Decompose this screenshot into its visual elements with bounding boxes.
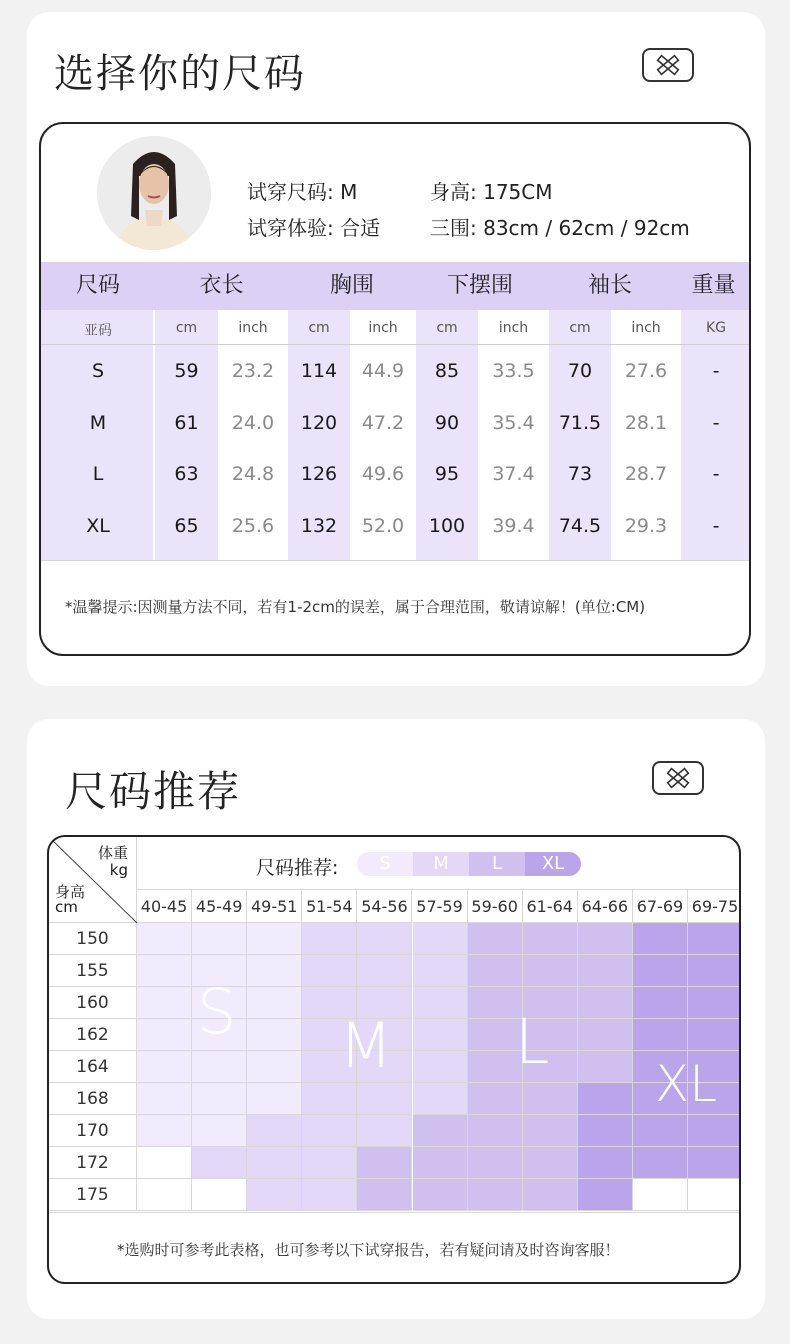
header-sleeve: 袖长 — [587, 273, 632, 298]
size-grid-cell — [468, 1147, 523, 1179]
size-table-frame — [39, 122, 751, 656]
ruler-pencil-icon[interactable] — [652, 761, 704, 795]
corner-header-cell — [49, 837, 137, 923]
size-table-cell: 85 — [434, 360, 460, 382]
size-grid-cell — [247, 1147, 302, 1179]
size-grid-cell — [523, 1083, 578, 1115]
size-grid-cell — [688, 923, 741, 955]
try-experience-text: 试穿体验: 合适 — [247, 216, 381, 240]
size-note: *温馨提示:因测量方法不同，若有1-2cm的误差，属于合理范围，敬请谅解！(单位:CM) — [65, 598, 646, 616]
size-grid-cell — [192, 923, 247, 955]
size-table-cell: 49.6 — [361, 463, 405, 485]
size-grid-cell — [302, 1179, 357, 1211]
weight-axis-label: 体重 — [97, 844, 128, 862]
size-row-label: XL — [86, 514, 110, 537]
size-grid-cell — [413, 1019, 468, 1051]
sub-header-cell: 亚码 — [84, 323, 112, 339]
ruler-pencil-icon[interactable] — [642, 48, 694, 82]
sub-header-divider — [41, 344, 751, 345]
header-length: 衣长 — [199, 273, 244, 298]
sub-header-cell: cm — [308, 320, 330, 336]
size-grid-cell — [137, 1179, 192, 1211]
size-table-cell: 29.3 — [624, 514, 668, 537]
size-grid-cell — [633, 923, 688, 955]
size-table-cell: 27.6 — [624, 360, 668, 382]
size-grid-cell — [137, 923, 192, 955]
size-grid-cell — [357, 1147, 412, 1179]
height-row-label: 175 — [49, 1179, 137, 1211]
size-grid-cell — [688, 1019, 741, 1051]
weight-unit-label: kg — [109, 861, 128, 879]
size-grid-cell — [413, 987, 468, 1019]
size-grid-cell — [302, 923, 357, 955]
size-grid-cell — [192, 1115, 247, 1147]
size-table-cell: 65 — [174, 514, 199, 537]
size-table-cell: 25.6 — [231, 514, 275, 537]
size-grid-cell — [633, 1115, 688, 1147]
height-row-label: 162 — [49, 1019, 137, 1051]
size-table-cell: 52.0 — [361, 514, 405, 537]
big-label-xl: XL — [655, 1055, 718, 1113]
height-axis-label: 身高 — [55, 883, 86, 901]
legend-size-xl: XL — [525, 852, 581, 876]
size-grid-cell — [247, 1051, 302, 1083]
weight-range-header: 57-59 — [413, 890, 468, 923]
size-table-cell: 63 — [174, 463, 199, 485]
size-table-cell: 23.2 — [231, 360, 275, 382]
size-grid-cell — [247, 1019, 302, 1051]
size-grid-cell — [192, 1147, 247, 1179]
rec-title: 尺码推荐 — [65, 767, 242, 816]
sub-header-cell: cm — [436, 320, 458, 336]
size-grid-cell — [137, 1115, 192, 1147]
size-recommendation-card — [27, 719, 765, 1319]
size-grid-cell — [247, 923, 302, 955]
rec-note-divider — [49, 1212, 741, 1213]
size-table-cell: 132 — [300, 514, 338, 537]
size-grid-cell — [137, 1083, 192, 1115]
sub-header-cell: inch — [368, 320, 398, 336]
rec-note: *选购时可参考此表格，也可参考以下试穿报告，若有疑问请及时咨询客服！ — [117, 1241, 620, 1259]
model-measurements-text: 三围: 83cm / 62cm / 92cm — [430, 216, 690, 240]
weight-range-header: 40-45 — [137, 890, 192, 923]
size-grid-cell — [468, 923, 523, 955]
recommendation-frame — [47, 835, 741, 1284]
size-grid-cell — [192, 1179, 247, 1211]
size-table-cell: 47.2 — [361, 411, 405, 434]
size-table-cell: 126 — [300, 463, 338, 485]
size-table-cell: 28.1 — [624, 411, 668, 434]
big-label-m: M — [339, 1009, 393, 1082]
sub-header-cell: cm — [569, 320, 591, 336]
size-grid-cell — [468, 1179, 523, 1211]
size-table-cell: 24.8 — [231, 463, 275, 485]
legend-label: 尺码推荐: — [256, 857, 339, 879]
size-table-cell: 74.5 — [558, 514, 602, 537]
size-table-cell: - — [712, 514, 720, 537]
size-grid-cell — [633, 955, 688, 987]
size-table-cell: 33.5 — [492, 360, 535, 382]
size-grid-cell — [413, 1115, 468, 1147]
size-grid-cell — [357, 955, 412, 987]
size-grid-cell — [578, 923, 633, 955]
size-grid-cell — [137, 987, 192, 1019]
size-table-cell: - — [712, 411, 720, 434]
size-table-cell: 120 — [300, 411, 338, 434]
weight-range-header: 54-56 — [357, 890, 412, 923]
size-grid-cell — [413, 923, 468, 955]
size-table-cell: 90 — [434, 411, 460, 434]
size-grid-cell — [357, 923, 412, 955]
size-grid-cell — [137, 1147, 192, 1179]
height-row-label: 160 — [49, 987, 137, 1019]
model-avatar — [97, 136, 211, 250]
size-table-cell: 39.4 — [492, 514, 535, 537]
size-grid-cell — [578, 955, 633, 987]
size-grid-cell — [137, 1019, 192, 1051]
size-grid-cell — [413, 955, 468, 987]
size-grid-cell — [578, 1147, 633, 1179]
size-grid-cell — [413, 1179, 468, 1211]
size-grid-cell — [523, 923, 578, 955]
header-weight: 重量 — [691, 273, 736, 298]
size-grid-cell — [192, 1051, 247, 1083]
size-grid-cell — [302, 1147, 357, 1179]
size-chart-card — [27, 12, 765, 686]
size-grid-cell — [413, 1051, 468, 1083]
size-grid-cell — [247, 1083, 302, 1115]
height-row-label: 164 — [49, 1051, 137, 1083]
size-table-cell: 37.4 — [492, 463, 535, 485]
size-grid-cell — [633, 1147, 688, 1179]
size-grid-cell — [357, 1083, 412, 1115]
weight-range-header: 61-64 — [523, 890, 578, 923]
size-grid-cell — [357, 1115, 412, 1147]
header-hem: 下摆围 — [446, 273, 513, 298]
size-grid-cell — [523, 1115, 578, 1147]
size-grid-cell — [468, 1115, 523, 1147]
size-grid-cell — [302, 1083, 357, 1115]
size-table-cell: 35.4 — [492, 411, 535, 434]
size-grid-cell — [413, 1083, 468, 1115]
size-table-cell: 24.0 — [231, 411, 275, 434]
size-grid-cell — [578, 1115, 633, 1147]
height-unit-label: cm — [55, 898, 78, 916]
sub-header-cell: inch — [238, 320, 268, 336]
size-grid-cell — [247, 955, 302, 987]
size-grid-cell — [302, 955, 357, 987]
legend-size-m: M — [413, 852, 469, 876]
sub-header-cell: cm — [175, 320, 198, 336]
try-size-text: 试穿尺码: M — [247, 180, 358, 204]
weight-range-header: 69-75 — [688, 890, 741, 923]
size-table-cell: 70 — [567, 360, 593, 382]
height-row-label: 150 — [49, 923, 137, 955]
size-grid-cell — [247, 1115, 302, 1147]
size-grid-cell — [523, 955, 578, 987]
size-table-cell: - — [712, 360, 720, 382]
height-row-label: 170 — [49, 1115, 137, 1147]
weight-range-header: 49-51 — [247, 890, 302, 923]
height-row-label: 155 — [49, 955, 137, 987]
size-grid-cell — [633, 987, 688, 1019]
size-grid-cell — [578, 1019, 633, 1051]
weight-range-header: 64-66 — [578, 890, 633, 923]
size-grid-cell — [192, 1083, 247, 1115]
weight-range-header: 51-54 — [302, 890, 357, 923]
size-grid-cell — [357, 1179, 412, 1211]
size-grid-cell — [137, 1051, 192, 1083]
size-grid-cell — [302, 1115, 357, 1147]
sub-header-cell: inch — [498, 320, 529, 336]
sub-header-cell: KG — [705, 320, 727, 336]
size-table-cell: 73 — [567, 463, 593, 485]
height-row-label: 172 — [49, 1147, 137, 1179]
size-grid-cell — [688, 987, 741, 1019]
page-title: 选择你的尺码 — [54, 51, 306, 97]
size-grid-cell — [468, 955, 523, 987]
size-grid-cell — [578, 987, 633, 1019]
size-table-cell: 71.5 — [558, 411, 602, 434]
note-divider — [41, 560, 751, 561]
size-table-cell: - — [712, 463, 720, 485]
size-grid-cell — [523, 1179, 578, 1211]
height-row-label: 168 — [49, 1083, 137, 1115]
size-grid-cell — [688, 1115, 741, 1147]
size-grid-cell — [468, 1083, 523, 1115]
model-height-text: 身高: 175CM — [430, 180, 553, 204]
size-row-label: L — [92, 463, 104, 485]
size-grid-cell — [633, 1179, 688, 1211]
big-label-s: S — [197, 975, 237, 1048]
size-grid-cell — [247, 1179, 302, 1211]
size-table-cell: 100 — [428, 514, 466, 537]
size-grid-cell — [137, 955, 192, 987]
weight-range-header: 59-60 — [468, 890, 523, 923]
big-label-l: L — [515, 1005, 550, 1078]
legend-size-l: L — [469, 852, 525, 876]
weight-range-header: 45-49 — [192, 890, 247, 923]
size-grid-cell — [633, 1019, 688, 1051]
size-table-header — [41, 262, 751, 310]
size-grid-cell — [247, 987, 302, 1019]
header-size: 尺码 — [75, 273, 120, 298]
size-grid-cell — [578, 1179, 633, 1211]
legend-size-s: S — [357, 852, 413, 876]
size-table-cell: 28.7 — [624, 463, 668, 485]
size-table-cell: 61 — [174, 411, 199, 434]
size-grid-cell — [523, 1147, 578, 1179]
size-table-cell: 44.9 — [361, 360, 405, 382]
weight-range-header: 67-69 — [633, 890, 688, 923]
size-table-cell: 114 — [300, 360, 338, 382]
size-grid-cell — [413, 1147, 468, 1179]
size-grid-cell — [688, 955, 741, 987]
size-row-label: M — [89, 411, 107, 434]
size-row-label: S — [91, 360, 105, 382]
size-grid-cell — [688, 1179, 741, 1211]
size-table-cell: 59 — [174, 360, 199, 382]
size-grid-cell — [578, 1051, 633, 1083]
sub-header-cell: inch — [631, 320, 661, 336]
size-grid-cell — [578, 1083, 633, 1115]
size-grid-cell — [688, 1147, 741, 1179]
header-chest: 胸围 — [329, 273, 374, 298]
size-table-cell: 95 — [434, 463, 460, 485]
